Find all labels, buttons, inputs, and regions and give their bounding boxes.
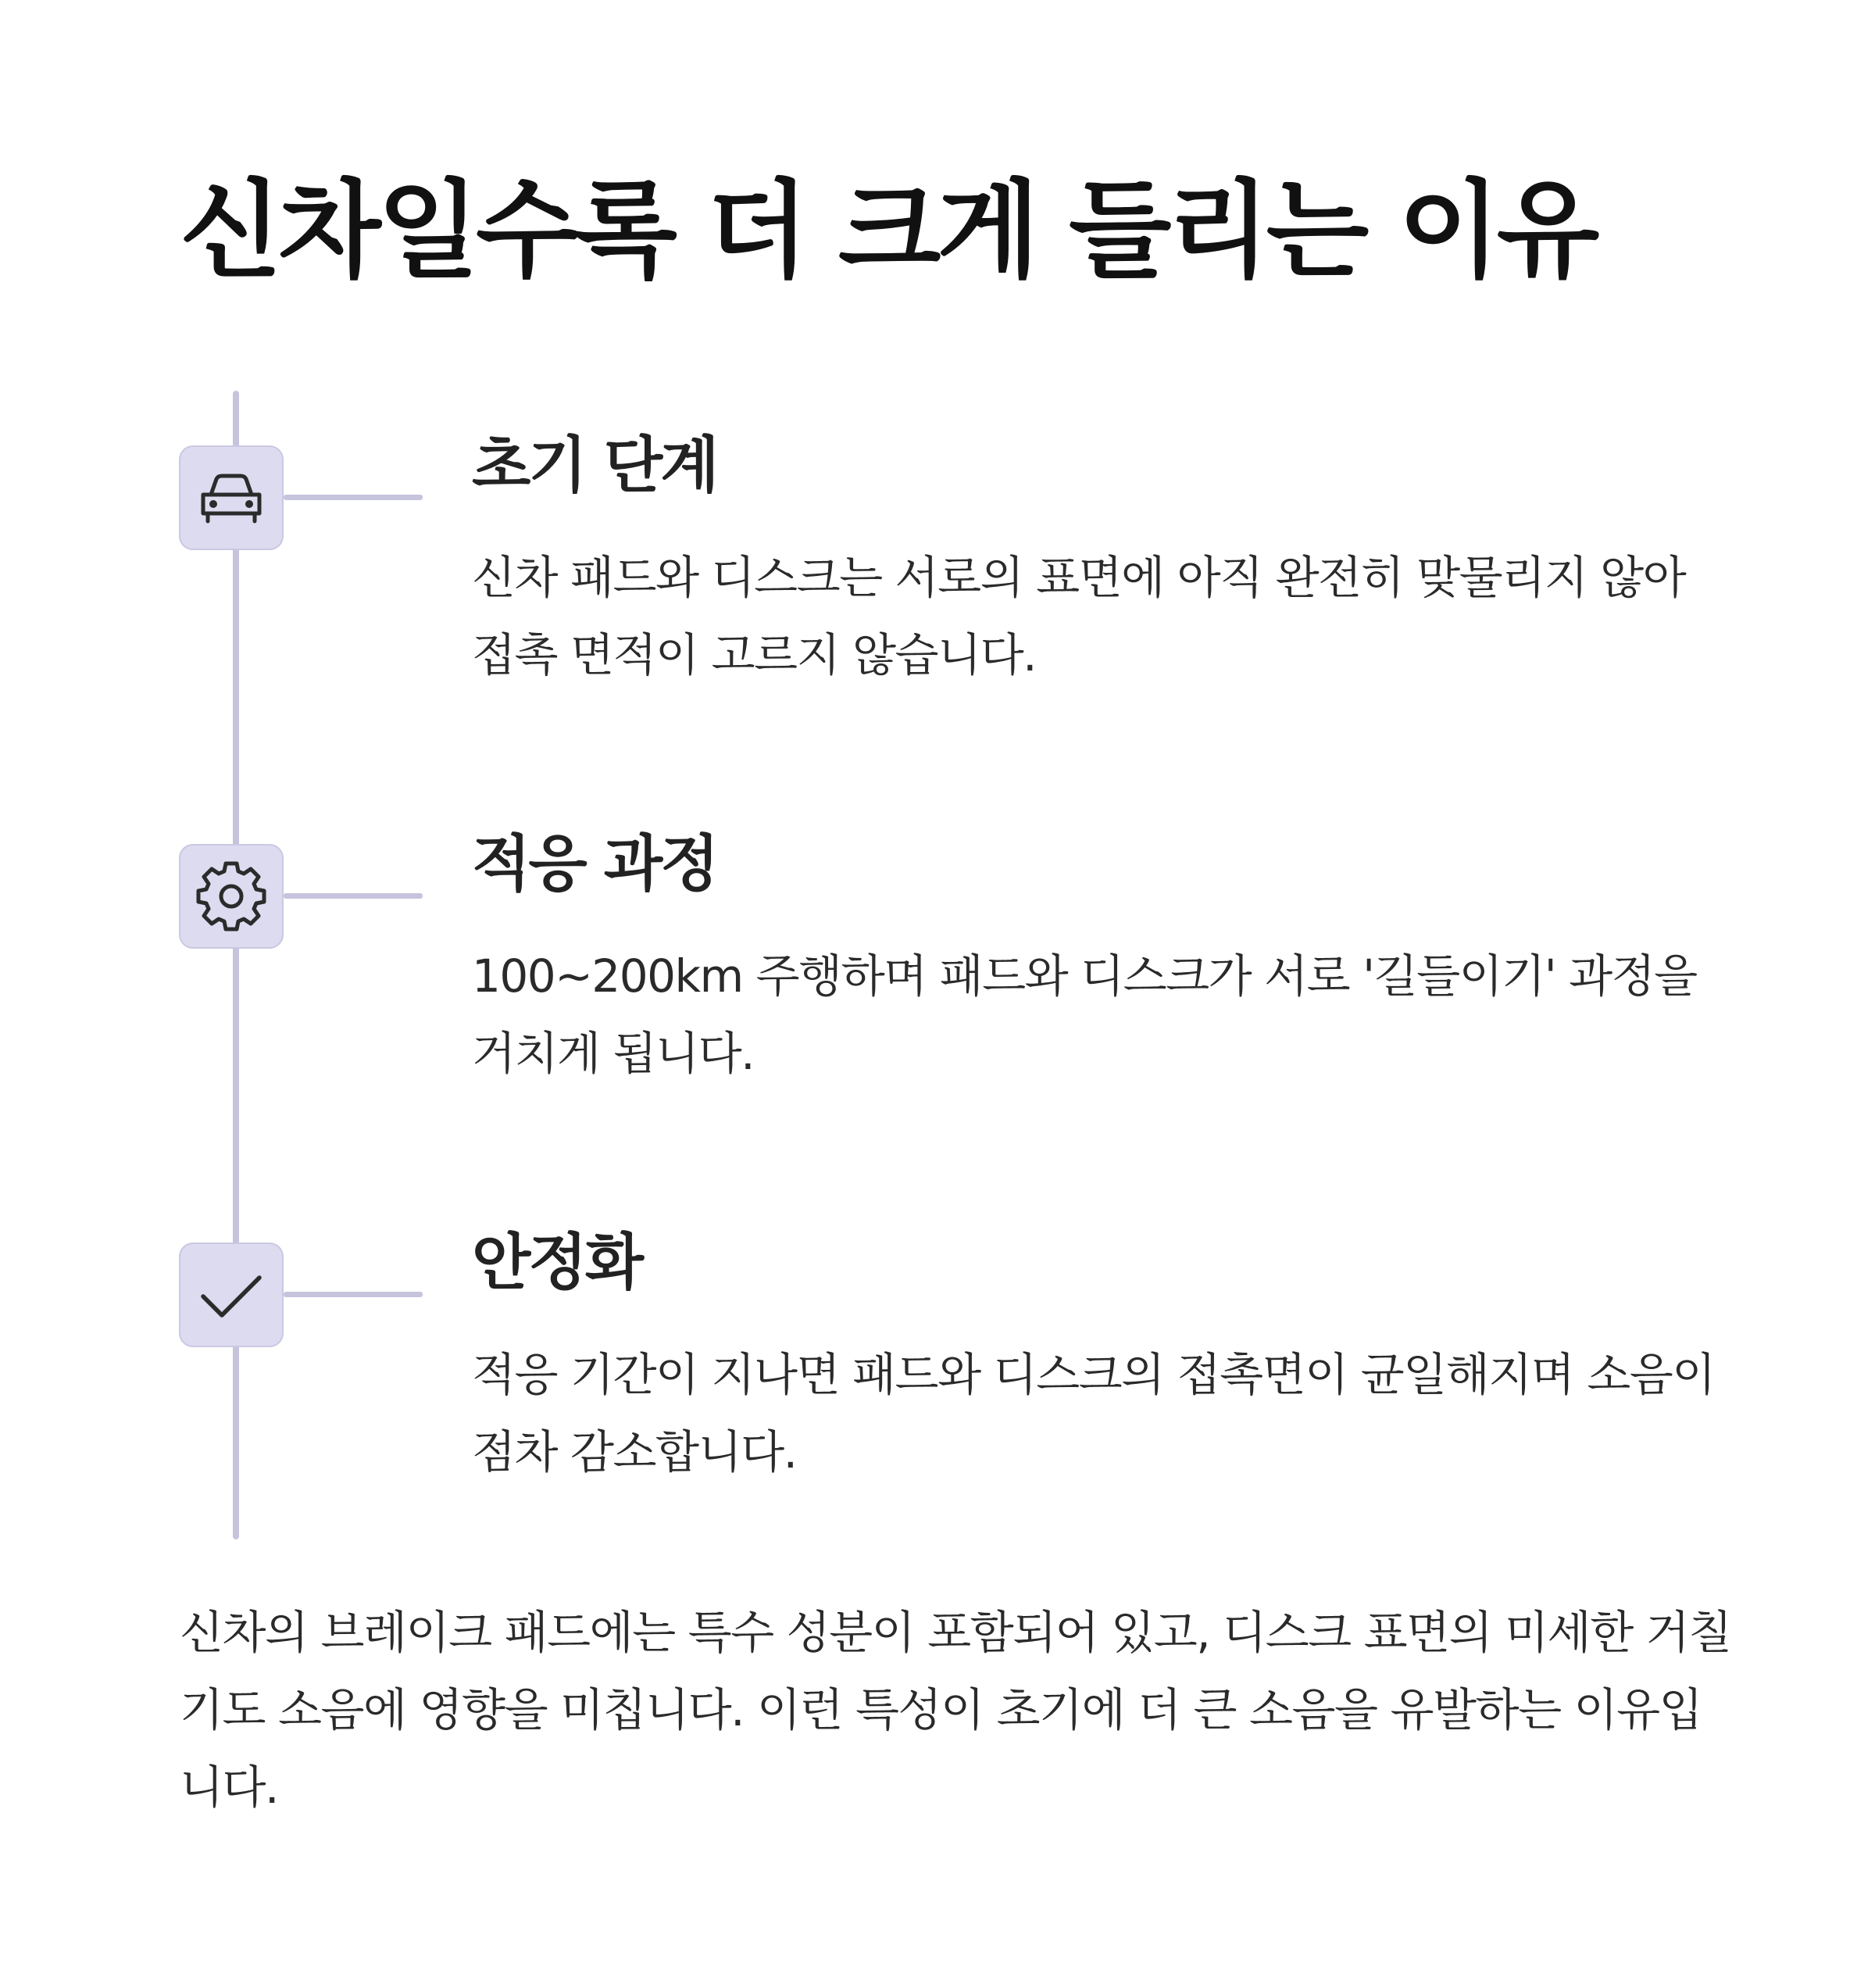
step-description: 신차 패드와 디스크는 서로의 표면에 아직 완전히 맞물리지 않아 접촉 면적이 고르지 않습니다. — [472, 551, 1686, 681]
step-connector — [284, 893, 423, 899]
step-connector — [284, 495, 423, 500]
step-title: 초기 단계 — [472, 431, 717, 501]
step-connector — [284, 1292, 423, 1297]
step-icon-box — [179, 445, 284, 550]
check-icon — [192, 1256, 270, 1334]
timeline-step-adaptation — [0, 829, 1875, 1157]
step-title: 적응 과정 — [472, 829, 717, 899]
page-title: 신차일수록 더 크게 들리는 이유 — [180, 170, 1596, 293]
timeline-step-initial — [0, 431, 1875, 758]
step-description: 100~200km 주행하며 패드와 디스크가 서로 '길들이기' 과정을 거치게 됩니다. — [472, 949, 1697, 1080]
car-icon — [192, 459, 270, 537]
step-title: 안정화 — [472, 1228, 642, 1298]
step-description: 적응 기간이 지나면 패드와 디스크의 접촉면이 균일해지며 소음이 점차 감소합니다. — [472, 1348, 1715, 1478]
step-icon-box — [179, 844, 284, 949]
timeline-step-stabilization — [0, 1228, 1875, 1555]
step-icon-box — [179, 1242, 284, 1347]
summary-paragraph: 신차의 브레이크 패드에는 특수 성분이 포함되어 있고, 디스크 표면의 미세한 거칠기도 소음에 영향을 미칩니다. 이런 특성이 초기에 더 큰 소음을 유발하는 이유입니다. — [180, 1606, 1731, 1814]
gear-icon — [192, 857, 270, 935]
